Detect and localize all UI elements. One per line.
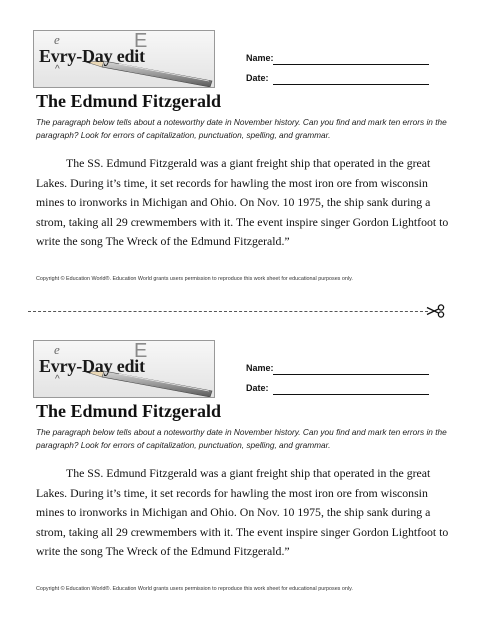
name-label: Name: (246, 363, 274, 373)
page-title: The Edmund Fitzgerald (36, 91, 222, 111)
date-label: Date: (246, 73, 269, 83)
passage: The SS. Edmund Fitzgerald was a giant freight ship that operated in the great Lakes. During it’s time, it set records for hawling the most iron ore from wisconsin mines to ironworks in Michigan and Ohio. On Nov. 10 1975, the ship sank during a strom, taking all 29 crewmembers with it. The event inspire singer Gordon Lightfoot to write the song The Wreck of the Edmund Fitzgerald.” (36, 466, 449, 558)
every-day-edit-logo (33, 340, 215, 398)
scissors-icon (426, 304, 446, 318)
passage: The SS. Edmund Fitzgerald was a giant freight ship that operated in the great Lakes. During it’s time, it set records for hawling the most iron ore from wisconsin mines to ironworks in Michigan and Ohio. On Nov. 10 1975, the ship sank during a strom, taking all 29 crewmembers with it. The event inspire singer Gordon Lightfoot to write the song The Wreck of the Edmund Fitzgerald.” (36, 156, 449, 248)
worksheet-top (0, 18, 480, 318)
worksheet-bottom (0, 328, 480, 628)
every-day-edit-logo (33, 30, 215, 88)
logo-title: Evry-Day edit (39, 46, 145, 66)
logo-inserted-capital-e: E (134, 340, 148, 362)
name-label: Name: (246, 53, 274, 63)
logo-title: Evry-Day edit (39, 356, 145, 376)
instructions: The paragraph below tells about a noteworthy date in November history. Can you find and mark ten errors in the paragraph? Look for errors of capitalization, punctuation, spelling, and grammar. (36, 117, 447, 140)
logo-inserted-e: e (54, 32, 60, 47)
page-title: The Edmund Fitzgerald (36, 401, 222, 421)
logo-caret: ^ (55, 64, 60, 75)
date-field[interactable] (273, 84, 429, 85)
date-field[interactable] (273, 394, 429, 395)
logo-inserted-e: e (54, 342, 60, 357)
copyright-notice: Copyright © Education World®. Education World grants users permission to reproduce this work sheet for educational purposes only. (36, 276, 353, 282)
logo-caret: ^ (55, 374, 60, 385)
copyright-notice: Copyright © Education World®. Education World grants users permission to reproduce this work sheet for educational purposes only. (36, 586, 353, 592)
date-label: Date: (246, 383, 269, 393)
name-field[interactable] (273, 374, 429, 375)
name-field[interactable] (273, 64, 429, 65)
cut-line (28, 311, 428, 312)
instructions: The paragraph below tells about a noteworthy date in November history. Can you find and mark ten errors in the paragraph? Look for errors of capitalization, punctuation, spelling, and grammar. (36, 427, 447, 450)
logo-inserted-capital-e: E (134, 30, 148, 52)
